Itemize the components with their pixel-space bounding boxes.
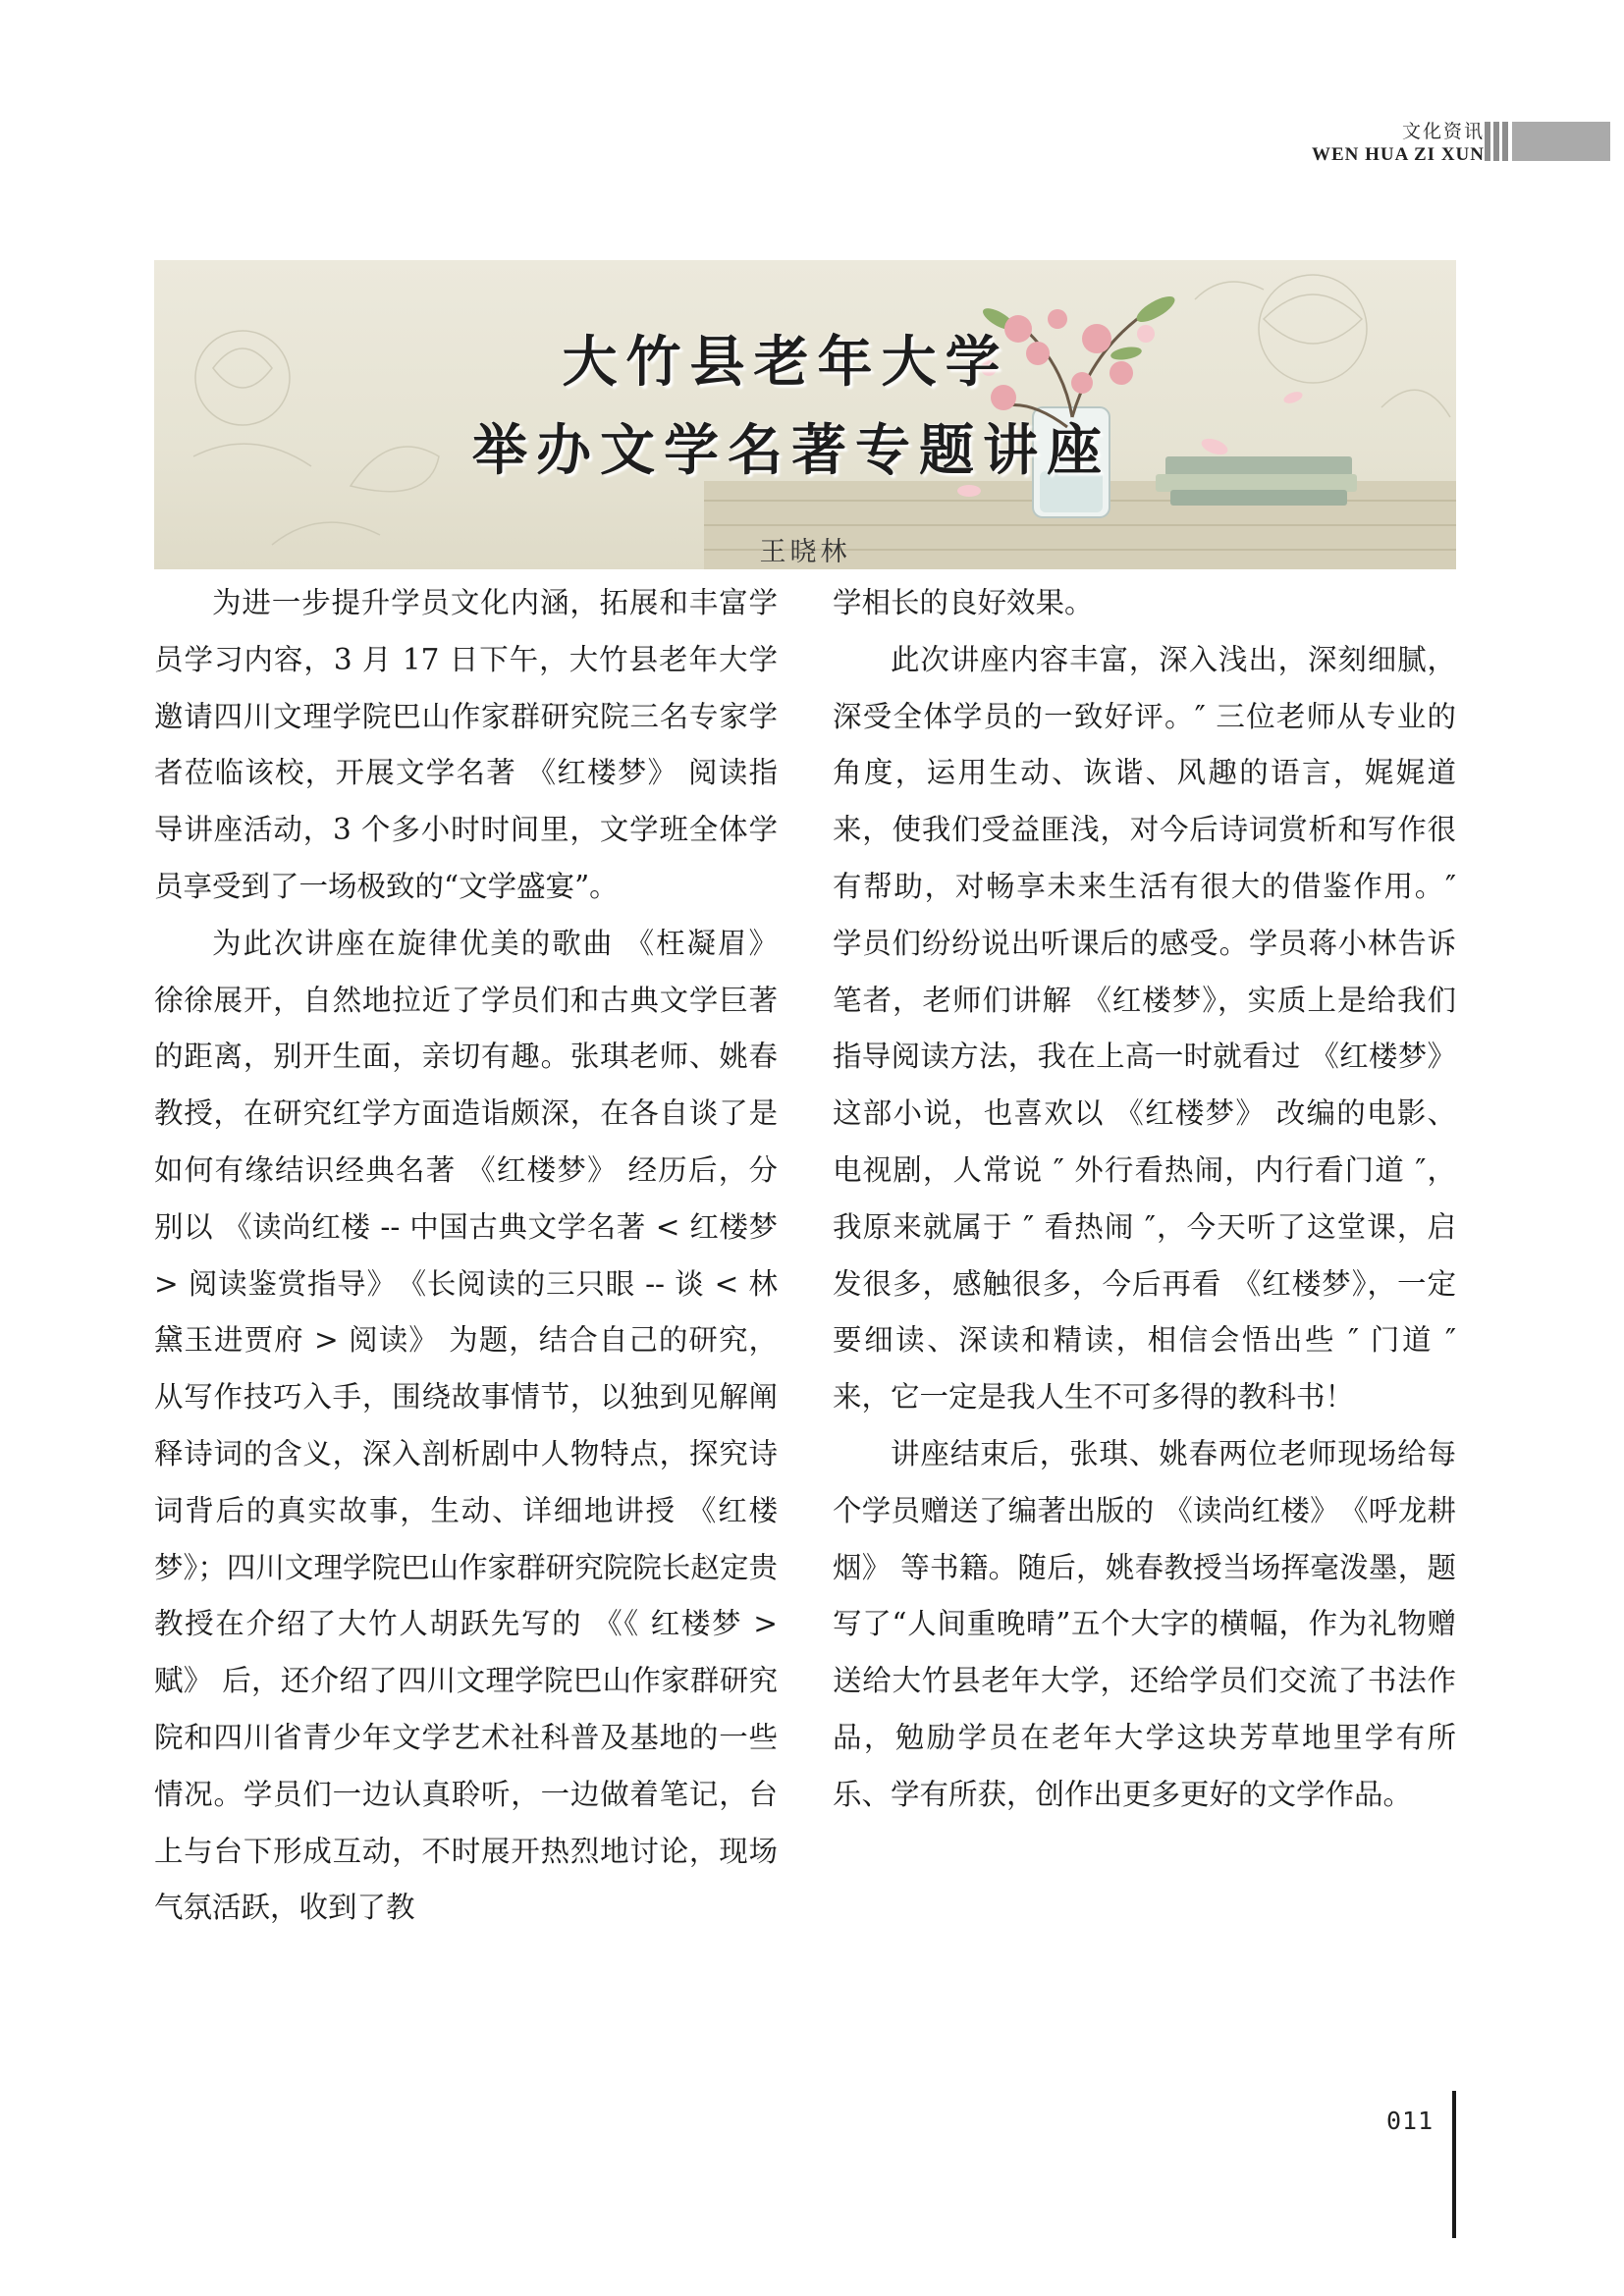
paragraph: 为此次讲座在旋律优美的歌曲 《枉凝眉》 徐徐展开，自然地拉近了学员们和古典文学巨著的距离，别开生面，亲切有趣。张琪老师、姚春教授，在研究红学方面造诣颇深，在各自谈了是如何有缘结识经典名著 《红楼梦》 经历后，分别以 《读尚红楼 -- 中国古典文学名著 < 红楼梦 > 阅读鉴赏指导》 《长阅读的三只眼 -- 谈 < 林黛玉进贾府 > 阅读》 为题，结合自己的研究，从写作技巧入手，围绕故事情节，以独到见解阐释诗词的含义，深入剖析剧中人物特点，探究诗词背后的真实故事，生动、详细地讲授 《红楼梦》；四川文理学院巴山作家群研究院院长赵定贵教授在介绍了大竹人胡跃先写的 《《 红楼梦 > 赋》 后，还介绍了四川文理学院巴山作家群研究院和四川省青少年文学艺术社科普及基地的一些情况。学员们一边认真聆听，一边做着笔记，台上与台下形成互动，不时展开热烈地讨论，现场气氛活跃，收到了教 [154, 926, 778, 1925]
header-block-decoration [1512, 122, 1610, 161]
paragraph: 为进一步提升学员文化内涵，拓展和丰富学员学习内容，3 月 17 日下午，大竹县老年大学邀请四川文理学院巴山作家群研究院三名专家学者莅临该校，开展文学名著 《红楼梦》 阅读指导讲座活动，3 个多小时时间里，文学班全体学员享受到了一场极致的“文学盛宴”。 [154, 586, 778, 903]
section-label-cn: 文化资讯 [1401, 121, 1485, 142]
header-bars-decoration [1485, 122, 1508, 161]
body-column-right [833, 575, 1456, 1824]
paragraph: 讲座结束后，张琪、姚春两位老师现场给每个学员赠送了编著出版的 《读尚红楼》 《呼龙耕烟》 等书籍。随后，姚春教授当场挥毫泼墨，题写了“人间重晚晴”五个大字的横幅，作为礼物赠送给大竹县老年大学，还给学员们交流了书法作品，勉励学员在老年大学这块芳草地里学有所乐、学有所获，创作出更多更好的文学作品。 [833, 1436, 1456, 1811]
title-banner [154, 260, 1456, 569]
body-column-left [154, 575, 778, 1937]
paragraph: 此次讲座内容丰富，深入浅出，深刻细腻，深受全体学员的一致好评。″ 三位老师从专业的角度，运用生动、诙谐、风趣的语言，娓娓道来，使我们受益匪浅，对今后诗词赏析和写作很有帮助，对畅享未来生活有很大的借鉴作用。″ 学员们纷纷说出听课后的感受。学员蒋小林告诉笔者，老师们讲解 《红楼梦》，实质上是给我们指导阅读方法，我在上高一时就看过 《红楼梦》 这部小说，也喜欢以 《红楼梦》 改编的电影、电视剧，人常说 ″ 外行看热闹，内行看门道 ″，我原来就属于 ″ 看热闹 ″，今天听了这堂课，启发很多，感触很多，今后再看 《红楼梦》，一定要细读、深读和精读，相信会悟出些 ″ 门道 ″ 来，它一定是我人生不可多得的教科书！ [833, 642, 1456, 1415]
section-label-en: WEN HUA ZI XUN [1311, 144, 1485, 165]
article-title-line1: 大竹县老年大学 [562, 331, 1009, 395]
article-title-line2: 举办文学名著专题讲座 [472, 419, 1110, 483]
page-number: 011 [1386, 2107, 1435, 2135]
section-label [1312, 120, 1485, 167]
article-author: 王晓林 [759, 537, 851, 567]
paragraph-continuation: 学相长的良好效果。 [833, 586, 1094, 619]
footer-rule [1452, 2091, 1456, 2238]
running-header [1231, 116, 1624, 167]
